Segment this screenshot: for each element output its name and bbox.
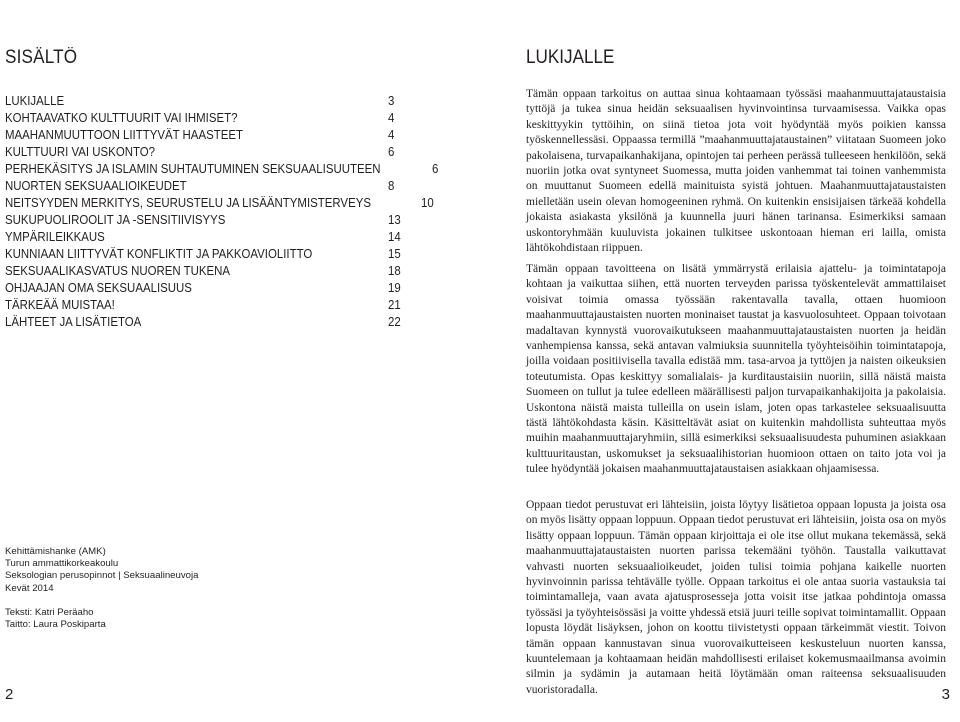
toc-entry-label: NUORTEN SEKSUAALIOIKEUDET	[5, 178, 187, 193]
paragraph-text: Tämän oppaan tavoitteena on lisätä ymmärrystä erilaisia ajattelu- ja toimintatapoja kohtaan ja vaikuttaa siihen, että nuorten terveyden parissa työskentelevät ammattilaiset voisivat toimia omassa työssään rakentavalla tavalla, ottaen huomioon maahanmuuttajaustaisten nuorten moninaiset taustat ja kasvuolosuhteet. Oppaan toivotaan madaltavan kynnystä vuorovaikutukseen maahanmuuttajataustaisten nuorten ja heidän vanhempiensa kanssa, sekä antavan valmiuksia suunnitella työyhteisöihin toimintatapoja, joilla voidaan positiivisella tavalla edistää mm. tasa-arvoa ja tyttöjen ja naisten oikeuksien toteutumista. Opas keskittyy somalialais- ja kurditaustaisiin nuoriin, sillä näistä maista Suomeen on tullut ja tulee edelleen määrällisesti paljon turvapaikanhakijoita ja pakolaisia. Uskontona näistä maista tulleilla on usein islam, joten opas tarkastelee seksuaalisuutta tästä lähtökohdasta käsin. Käsitteltävät asiat on kuitenkin mahdollista suhteuttaa myös muihin maahanmuuttajaryhmiin, sillä esimerkiksi seksuaalisuudesta puhuminen asiakkaan kulttuuritaustan, uskomukset ja seksuaalihistorian huomioon ottaen on taito jota voi ja tulee hyödyntää jokaisen maahanmuuttajataustaisen asiakkaan ohjaamisessa.	[526, 263, 946, 476]
toc-entry-label: TÄRKEÄÄ MUISTAA!	[5, 297, 115, 312]
sources-paragraph	[526, 498, 946, 698]
colophon-project-type: Kehittämishanke (AMK)	[5, 546, 106, 557]
toc-entry-page: 14	[388, 229, 401, 244]
colophon-institution: Turun ammattikorkeakoulu	[5, 558, 119, 570]
colophon	[5, 546, 198, 631]
toc-entry-label: MAAHANMUUTTOON LIITTYVÄT HAASTEET	[5, 127, 243, 142]
toc-entry-page: 15	[388, 246, 401, 261]
toc-entry-label: SUKUPUOLIROOLIT JA -SENSITIIVISYYS	[5, 212, 226, 227]
toc-entry	[5, 126, 410, 143]
toc-entry-page: 4	[388, 110, 395, 125]
toc-entry-label: LUKIJALLE	[5, 93, 65, 108]
toc-entry-page: 22	[388, 314, 401, 329]
toc-entry-label: KULTTUURI VAI USKONTO?	[5, 144, 156, 159]
toc-entry-page: 3	[388, 93, 395, 108]
table-of-contents	[5, 92, 439, 330]
toc-entry-page: 4	[388, 127, 395, 142]
toc-entry-page: 19	[388, 280, 401, 295]
toc-entry-page: 6	[431, 161, 439, 176]
goal-paragraph	[526, 262, 946, 478]
toc-entry-label: KUNNIAAN LIITTYVÄT KONFLIKTIT JA PAKKOAVIOLIITTO	[5, 246, 313, 261]
toc-entry	[5, 194, 434, 211]
toc-entry	[5, 313, 410, 330]
toc-entry	[5, 296, 410, 313]
toc-entry	[5, 109, 410, 126]
toc-entry-page: 10	[420, 195, 434, 210]
toc-entry	[5, 143, 410, 160]
toc-entry-label: OHJAAJAN OMA SEKSUAALISUUS	[5, 280, 192, 295]
colophon-layout: Taitto: Laura Poskiparta	[5, 619, 106, 631]
toc-entry-label: YMPÄRILEIKKAUS	[5, 229, 105, 244]
toc-entry	[5, 228, 410, 245]
right-page-number: 3	[941, 686, 950, 703]
toc-entry	[5, 262, 410, 279]
section-heading: LUKIJALLE	[526, 47, 615, 68]
toc-entry-label: PERHEKÄSITYS JA ISLAMIN SUHTAUTUMINEN SEKSUAALISUUTEEN	[5, 161, 381, 176]
toc-entry	[5, 279, 410, 296]
toc-entry-page: 21	[388, 297, 401, 312]
colophon-spacer	[5, 595, 198, 607]
left-page-number: 2	[5, 686, 14, 703]
toc-entry-label: SEKSUAALIKASVATUS NUOREN TUKENA	[5, 263, 231, 278]
paragraph-text: Tämän oppaan tarkoitus on auttaa sinua kohtaamaan työssäsi maahanmuuttajataustaisia tyttöjä ja tukea sinua heidän seksuaalisen hyvinvointinsa turvaamisessa. Vaikka opas keskittyykin tyttöihin, on siinä tietoa jota voit hyödyntää myös poikien kanssa työskennellessäsi. Oppaassa termillä ”maahanmuuttajataustainen” viitataan Suomeen joko pakolaisena, turvapaikanhakijana, opintojen tai perheen perässä tulleeseen henkilöön, sekä nuoriin jotka ovat syntyneet Suomessa, mutta joiden vanhemmat tai toinen vanhemmista on muuttanut Suomeen edellä mainituista syistä johtuen. Maahanmuuttajataustaisten mielletään usein olevan homogeeninen ryhmä. On kuitenkin ensisijaisen tärkeää kohdella jokaista asiakasta yksilönä ja kuunnella juuri hänen tarinansa. Esimerkiksi samaan uskontoryhmään kuuluvista jokainen tulkitsee uskontoaan hieman eri lailla, omista lähtökohdistaan riippuen.	[526, 88, 946, 255]
toc-entry-label: LÄHTEET JA LISÄTIETOA	[5, 314, 142, 329]
toc-entry-page: 13	[388, 212, 401, 227]
toc-entry	[5, 177, 410, 194]
toc-entry-page: 8	[388, 178, 395, 193]
toc-entry	[5, 211, 410, 228]
toc-entry-page: 18	[388, 263, 401, 278]
toc-entry-label: NEITSYYDEN MERKITYS, SEURUSTELU JA LISÄÄNTYMISTERVEYS	[5, 195, 371, 210]
right-page	[480, 0, 960, 722]
toc-entry	[5, 160, 439, 177]
toc-title: SISÄLTÖ	[5, 47, 78, 68]
colophon-author: Teksti: Katri Peräaho	[5, 606, 94, 618]
toc-entry-label: KOHTAAVATKO KULTTUURIT VAI IHMISET?	[5, 110, 238, 125]
toc-entry-page: 6	[388, 144, 395, 159]
colophon-date: Kevät 2014	[5, 582, 54, 594]
colophon-course: Seksologian perusopinnot | Seksuaalineuvoja	[5, 570, 199, 582]
paragraph-text: Oppaan tiedot perustuvat eri lähteisiin, joista löytyy lisätietoa oppaan lopusta ja joista osa on myös lisätty oppaan loppuun. Oppaan tiedot perustuvat eri lähteisiin, joista osa on myös lisätty oppaan loppuun. Tämän oppaan kirjoittaja ei ole itse ollut mukana tekemässä, sekä maahanmuuttajataustaisten nuorten parissa tekemääni työhön. Taustalla vaikuttavat vahvasti nuorten seksuaalioikeudet, joiden tulisi toimia pohjana kaikelle nuorten hyvinvoinnin parissa tehtävälle työlle. Oppaan tarkoitus ei ole antaa suoria vastauksia tai toimintamalleja, vaan avata ajatusprosesseja jotta voisit itse jatkaa pohdintoja omassa työssäsi ja työyhteisössäsi ja voitte yhdessä etsiä juuri teille sopivat toimintamallit. Oppaan lopusta löydät lisäyksen, johon on koottu tiivistetysti oppaan tärkeimmät viestit. Toivon tämän oppaan kannustavan sinua vuorovaikutteiseen keskusteluun nuorten kanssa, kuuntelemaan ja kohtaamaan heidän mahdollisesti erilaiset kokemusmaailmansa avoimin silmin ja sydämin ja autamaan heitä löytämään oman raiteensa seksuaalisuuden vuoristoradalla.	[526, 499, 946, 696]
toc-entry	[5, 245, 410, 262]
intro-paragraph	[526, 87, 946, 256]
toc-entry	[5, 92, 410, 109]
